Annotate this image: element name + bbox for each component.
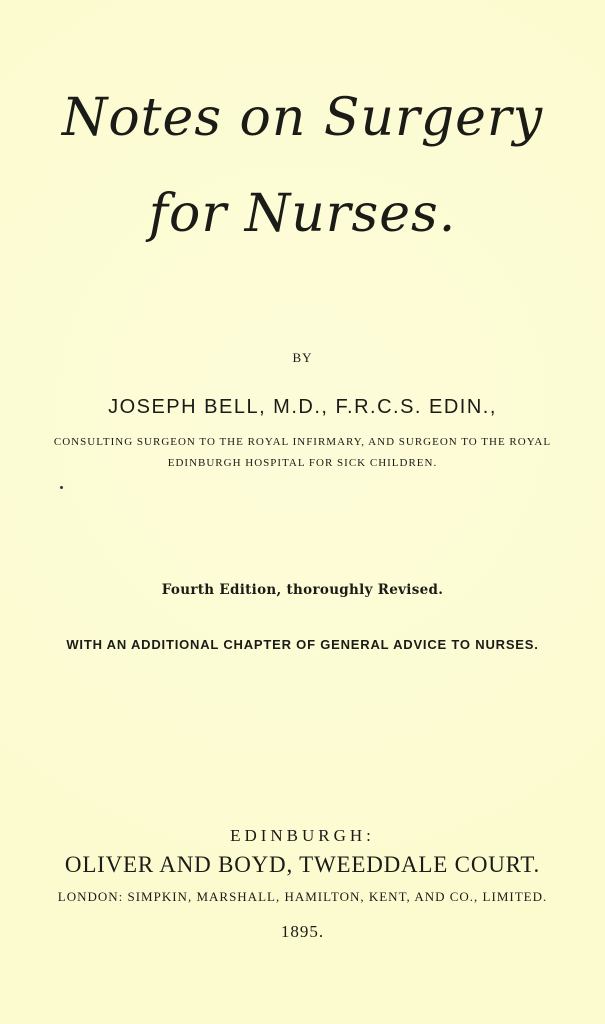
author-name: JOSEPH BELL, M.D., F.R.C.S. EDIN., (108, 396, 497, 418)
imprint-london-distributor: LONDON: SIMPKIN, MARSHALL, HAMILTON, KENT, AND CO., LIMITED. (57, 889, 548, 904)
edition-statement: Fourth Edition, thoroughly Revised. (161, 582, 444, 598)
imprint-publisher: OLIVER AND BOYD, TWEEDDALE COURT. (64, 852, 541, 877)
publication-year: 1895. (280, 922, 325, 941)
additional-chapter-note: WITH AN ADDITIONAL CHAPTER OF GENERAL ADVICE TO NURSES. (66, 637, 539, 652)
print-speck (60, 486, 63, 489)
byline: BY (292, 350, 313, 365)
author-credentials-line-2: EDINBURGH HOSPITAL FOR SICK CHILDREN. (167, 457, 438, 469)
author-credentials-line-1: CONSULTING SURGEON TO THE ROYAL INFIRMARY, AND SURGEON TO THE ROYAL (53, 436, 552, 448)
book-title-line-1: Notes on Surgery (61, 88, 544, 148)
book-title-line-2: for Nurses. (148, 184, 457, 244)
imprint-city: EDINBURGH: (230, 826, 375, 845)
